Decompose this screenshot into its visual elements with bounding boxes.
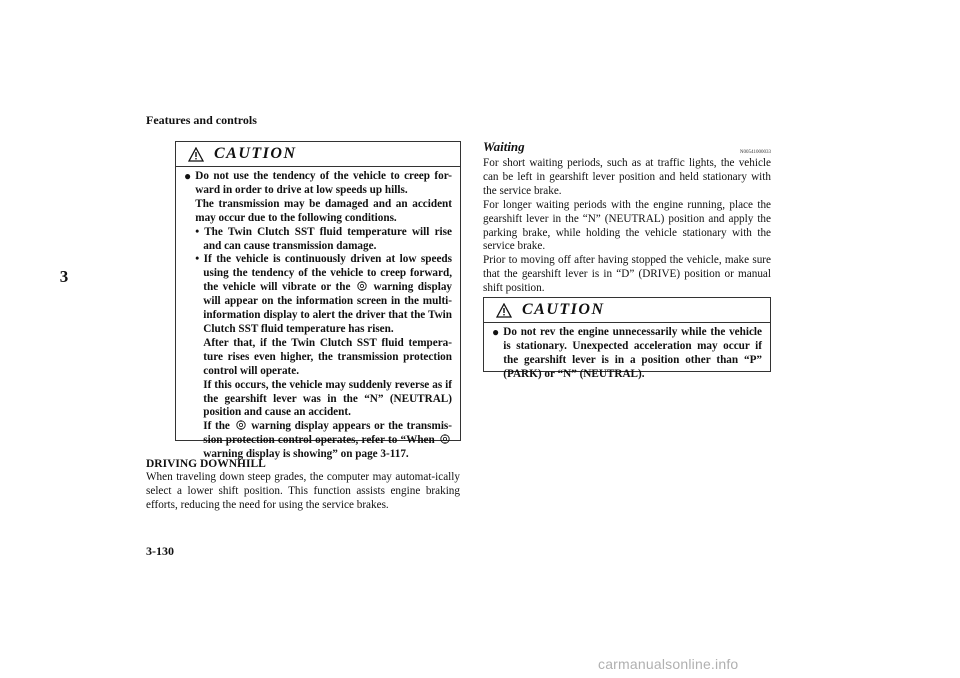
bullet-icon: ● xyxy=(184,169,192,183)
caution-rev-text: Do not rev the engine unnecessarily while the vehicle is stationary. Unexpected acceleration may occur if the gearshift lever is in a position other than “P” (PARK) or “N” (NEUTRAL). xyxy=(503,326,762,380)
caution-header xyxy=(176,142,460,167)
page-number: 3-130 xyxy=(146,544,174,558)
caution-sub-item-2-cont-2: If this occurs, the vehicle may suddenly reverse as if the gearshift lever was in the “N” (NEUTRAL) position and cause an accident. xyxy=(203,378,452,419)
warning-triangle-icon xyxy=(188,147,204,162)
driving-downhill-paragraph: When traveling down steep grades, the computer may automat-ically select a lower shift position. This function assists engine braking efforts, reducing the need for using the service brakes. xyxy=(146,471,460,511)
bullet-icon: ● xyxy=(492,325,500,339)
caution-box-rev xyxy=(483,297,771,380)
transmission-warning-icon xyxy=(440,434,450,444)
section-code: N00541000033 xyxy=(739,150,771,155)
caution-sub-item-2-cont-3: If the warning display appears or the transmis-sion protection control operates, refer to “When warning display is showing” on page 3-117. xyxy=(203,420,453,461)
transmission-warning-icon xyxy=(357,281,367,291)
waiting-heading-row xyxy=(483,139,771,155)
caution-heading: CAUTION xyxy=(522,301,605,318)
chapter-tab: 3 xyxy=(59,267,69,286)
caution-sub-item-2: • If the vehicle is continuously driven at low speeds using the tendency of the vehicle to creep forward, the vehicle will vibrate or the warning display will appear on the information screen in the multi-information display to alert the driver that the Twin Clutch SST fluid temperature has risen. xyxy=(195,253,453,335)
caution-detail: The transmission may be damaged and an accident may occur due to the following conditions. xyxy=(195,197,452,224)
watermark: carmanualsonline.info xyxy=(598,656,739,672)
waiting-text xyxy=(483,157,771,296)
caution-heading: CAUTION xyxy=(214,145,297,162)
waiting-paragraph-2: For longer waiting periods with the engine running, place the gearshift lever in the “N” (NEUTRAL) position and apply the parking brake, while holding the vehicle stationary with the service brake. xyxy=(483,198,771,253)
warning-triangle-icon xyxy=(496,303,512,318)
caution-sub-item-2-cont-1: After that, if the Twin Clutch SST fluid tempera-ture rises even higher, the transmission protection control will operate. xyxy=(203,336,452,377)
caution-box-creep xyxy=(175,141,461,461)
transmission-warning-icon xyxy=(236,420,246,430)
caution-intro: Do not use the tendency of the vehicle to creep for-ward in order to drive at low speeds up hills. xyxy=(195,170,452,196)
caution-header xyxy=(484,298,770,323)
waiting-paragraph-1: For short waiting periods, such as at traffic lights, the vehicle can be left in gearshift lever position and held stationary with the service brake. xyxy=(483,157,771,197)
caution-sub-item-1: • The Twin Clutch SST fluid temperature will rise and can cause transmission damage. xyxy=(195,225,452,252)
header-title: Features and controls xyxy=(146,113,257,127)
section-heading-driving-downhill: DRIVING DOWNHILL xyxy=(146,458,266,470)
section-heading-waiting: Waiting xyxy=(483,139,525,154)
waiting-paragraph-3: Prior to moving off after having stopped the vehicle, make sure that the gearshift lever is in “D” (DRIVE) position or manual shift position. xyxy=(483,254,771,295)
